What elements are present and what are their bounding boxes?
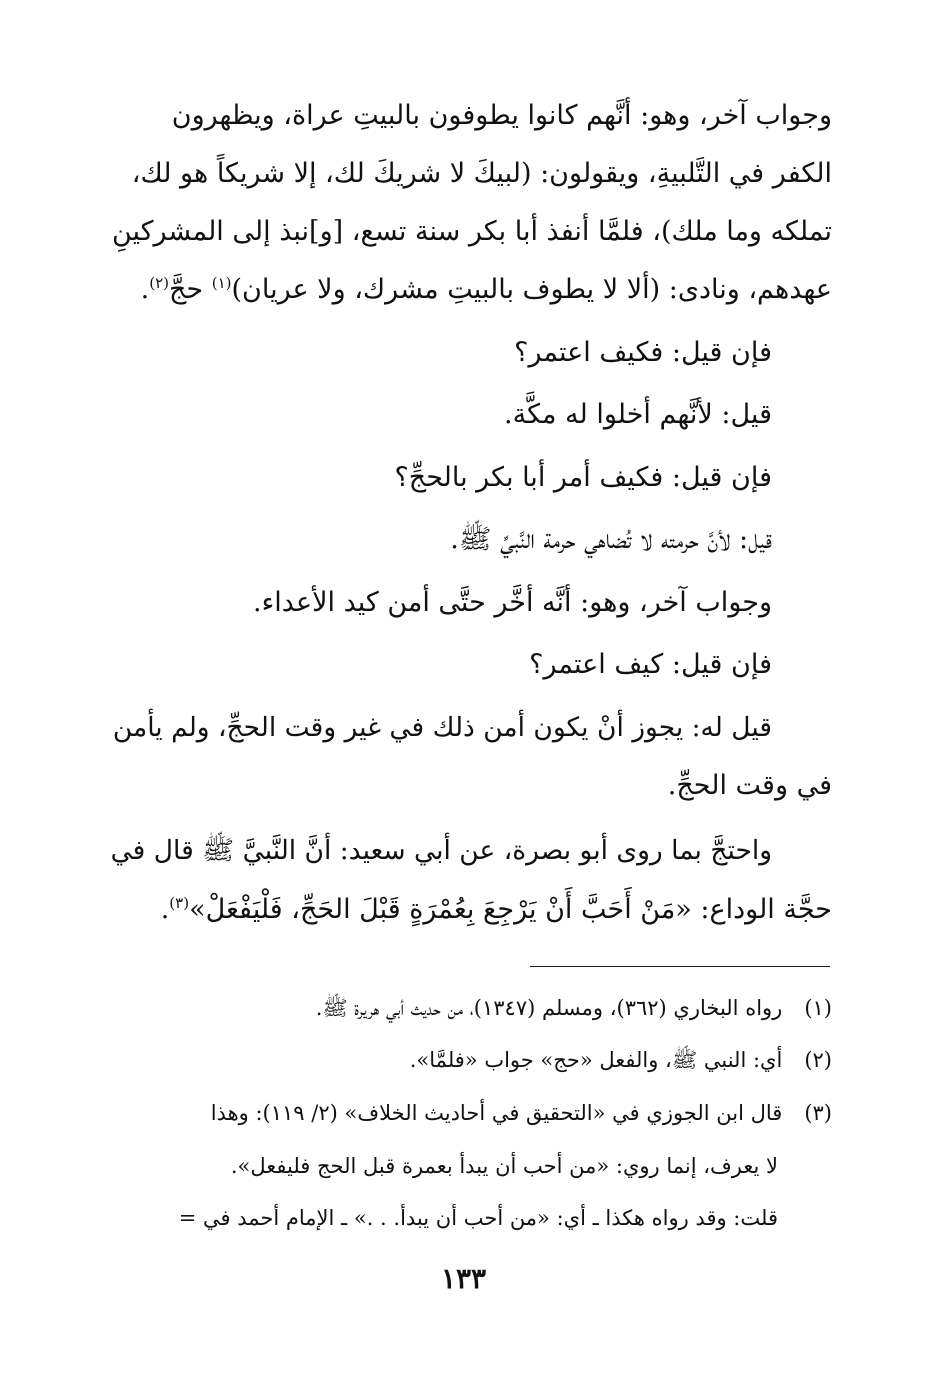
body-line-9: وجواب آخر، وهو: أنَّه أخَّر حتَّى أمن كيد الأعداء. xyxy=(253,587,772,618)
footnote-2-text: أي: النبي ﷺ، والفعل «حج» جواب «فلمَّا». xyxy=(409,1048,783,1072)
footnote-ref-3: (٣) xyxy=(169,894,190,912)
body-line-7: فإن قيل: فكيف أمر أبا بكر بالحجِّ؟ xyxy=(394,462,772,493)
footnote-3-line-3: قلت: وقد رواه هكذا ـ أي: «من أحب أن يبدأ. . .» ـ الإمام أحمد في = xyxy=(178,1206,778,1230)
body-line-12: في وقت الحجِّ. xyxy=(667,770,832,801)
body-line-2: الكفر في التَّلبيةِ، ويقولون: (لبيكَ لا شريكَ لك، إلا شريكاً هو لك، xyxy=(131,158,832,189)
body-line-10: فإن قيل: كيف اعتمر؟ xyxy=(529,649,772,680)
body-line-11: قيل له: يجوز أنْ يكون أمن ذلك في غير وقت الحجِّ، ولم يأمن xyxy=(112,712,772,743)
footnote-1 xyxy=(316,992,832,1024)
footnote-ref-2: (٢) xyxy=(149,274,169,292)
body-line-4-text: عهدهم، ونادى: (ألا لا يطوف بالبيتِ مشرك، ولا عريان) xyxy=(231,274,832,305)
page-number: ١٣٣ xyxy=(440,1262,487,1295)
footnote-3-line-2: لا يعرف، إنما روي: «من أحب أن يبدأ بعمرة قبل الحج فليفعل». xyxy=(230,1154,778,1178)
footnote-3-text: قال ابن الجوزي في «التحقيق في أحاديث الخلاف» (٢/ ١١٩): وهذا xyxy=(210,1101,783,1125)
body-line-1: وجواب آخر، وهو: أنَّهم كانوا يطوفون بالبيتِ عراة، ويظهرون xyxy=(171,100,832,131)
footnote-3 xyxy=(211,1097,832,1129)
body-line-4-end: . xyxy=(140,274,150,305)
body-line-6: قيل: لأنَّهم أخلوا له مكَّة. xyxy=(504,399,772,430)
footnote-2-number: (٢) xyxy=(804,1048,832,1072)
footnote-3-number: (٣) xyxy=(804,1101,832,1125)
footnote-ref-1: (١) xyxy=(211,274,232,292)
body-line-4-tail: حجَّ xyxy=(169,274,212,305)
body-line-14-end: . xyxy=(160,894,170,925)
body-line-13: واحتجَّ بما روى أبو بصرة، عن أبي سعيد: أنَّ النَّبيَّ ﷺ قال في xyxy=(110,835,772,866)
footnote-1-number: (١) xyxy=(804,996,832,1020)
body-line-4 xyxy=(141,270,832,310)
body-line-8: قيل: لأنَّ حرمته لا تُضاهي حرمة النَّبيِّ ﷺ. xyxy=(450,524,772,555)
body-line-14-text: حجَّة الوداع: «مَنْ أَحَبَّ أَنْ يَرْجِعَ بِعُمْرَةٍ قَبْلَ الحَجِّ، فَلْيَفْعَلْ» xyxy=(189,894,832,925)
body-line-5: فإن قيل: فكيف اعتمر؟ xyxy=(514,337,772,368)
footnote-1-text: رواه البخاري (٣٦٢)، ومسلم (١٣٤٧)، من حديث أبي هريرة ﷺ. xyxy=(315,996,783,1020)
footnote-separator xyxy=(530,966,830,967)
body-line-3: تملكه وما ملك)، فلمَّا أنفذ أبا بكر سنة تسع، [و]نبذ إلى المشركينِ xyxy=(111,216,832,247)
footnote-2 xyxy=(410,1044,832,1076)
body-line-14 xyxy=(161,890,832,930)
